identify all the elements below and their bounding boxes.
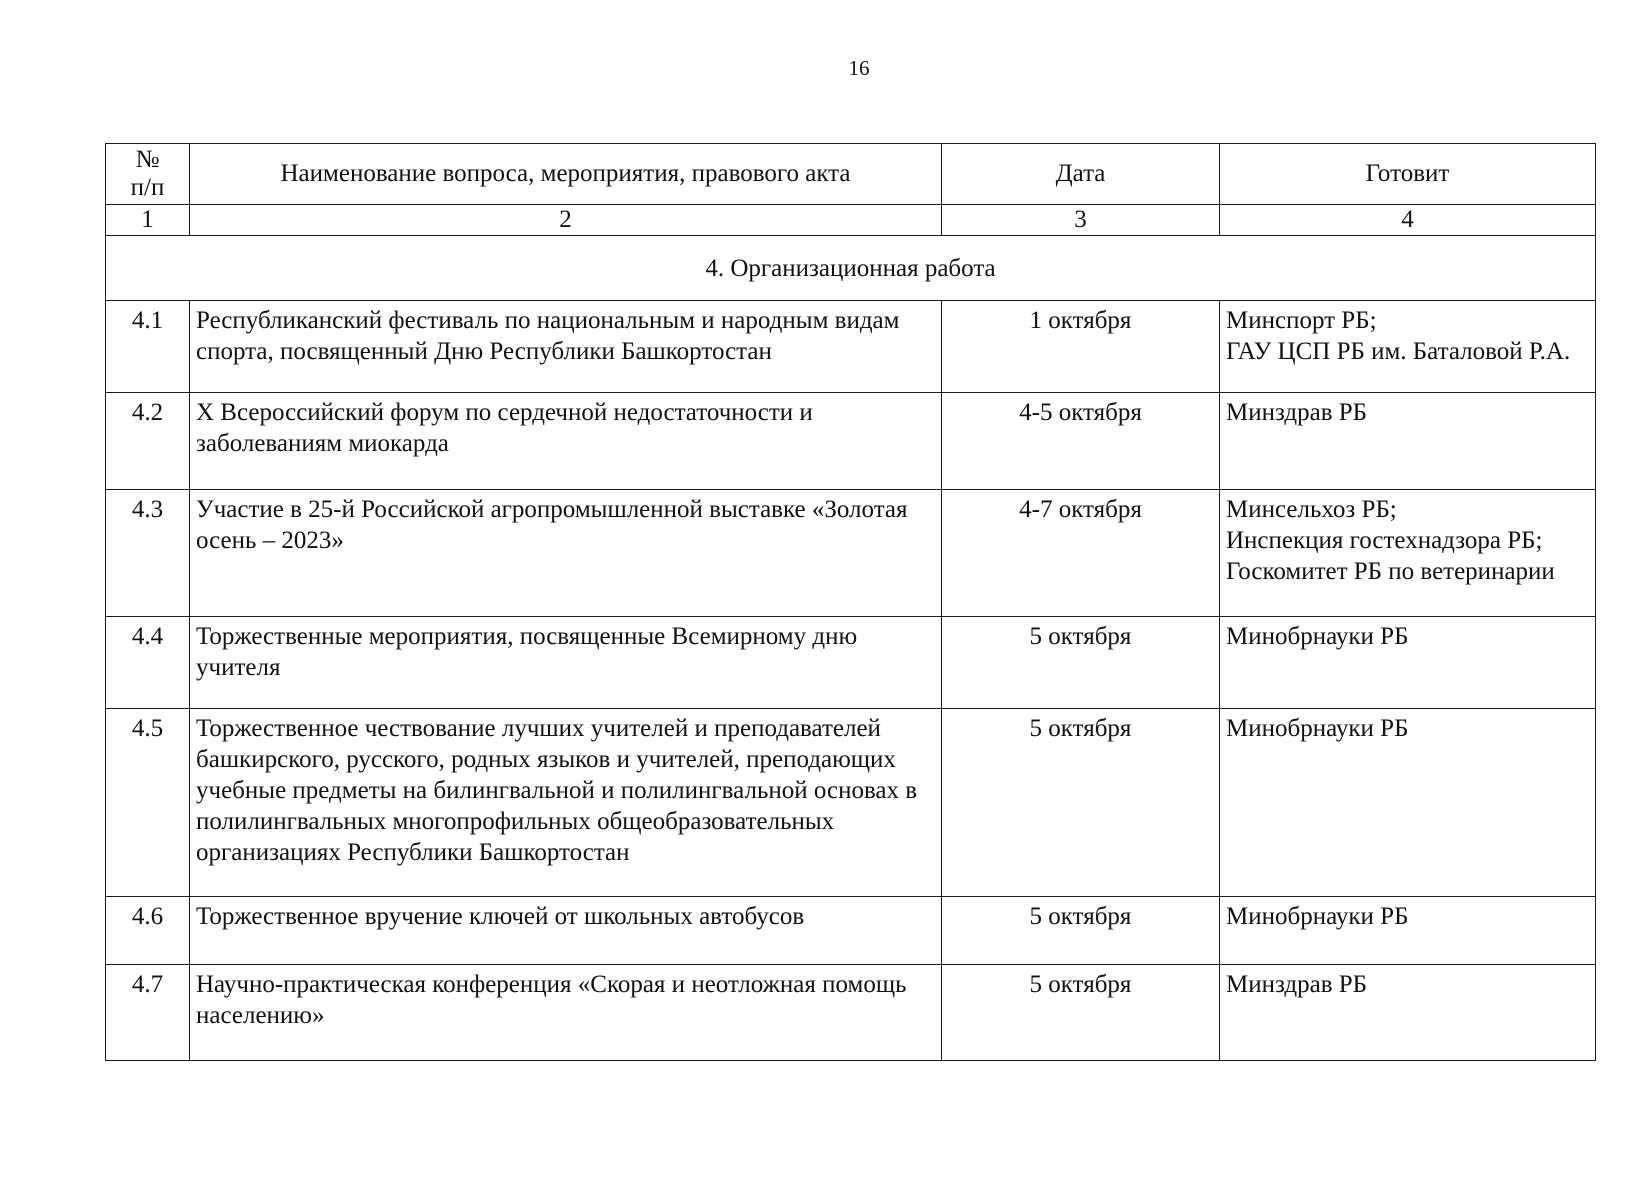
row-responsible: [1220, 897, 1596, 965]
header-name: Наименование вопроса, мероприятия, правового акта: [190, 144, 942, 205]
column-number: 3: [942, 205, 1220, 236]
row-name: Участие в 25-й Российской агропромышленной выставке «Золотая осень – 2023»: [190, 490, 942, 617]
header-num-line-2: п/п: [130, 174, 165, 201]
column-number: 2: [190, 205, 942, 236]
table-row: [106, 617, 1596, 709]
row-name: Торжественное вручение ключей от школьных автобусов: [190, 897, 942, 965]
row-name: X Всероссийский форум по сердечной недостаточности и заболеваниям миокарда: [190, 393, 942, 490]
row-name: Торжественное чествование лучших учителей и преподавателей башкирского, русского, родных языков и учителей, преподающих учебные предметы на билингвальной и полилингвальной основах в полилингвальных многопрофильных общеобразовательных организациях Республики Башкортостан: [190, 709, 942, 897]
row-num: 4.6: [106, 897, 190, 965]
header-date: Дата: [942, 144, 1220, 205]
row-responsible: [1220, 709, 1596, 897]
responsible-line: Минобрнауки РБ: [1226, 903, 1409, 930]
table-row: [106, 301, 1596, 393]
row-responsible: [1220, 617, 1596, 709]
table-row: [106, 490, 1596, 617]
responsible-line: Минобрнауки РБ: [1226, 623, 1409, 650]
responsible-line: ГАУ ЦСП РБ им. Баталовой Р.А.: [1226, 338, 1571, 365]
row-num: 4.3: [106, 490, 190, 617]
row-date: 5 октября: [942, 617, 1220, 709]
responsible-line: Минздрав РБ: [1226, 399, 1368, 426]
events-table: [105, 143, 1596, 1061]
row-num: 4.4: [106, 617, 190, 709]
column-number: 4: [1220, 205, 1596, 236]
table-header-row: [106, 144, 1596, 205]
row-name: Республиканский фестиваль по национальным и народным видам спорта, посвященный Дню Республики Башкортостан: [190, 301, 942, 393]
row-date: 1 октября: [942, 301, 1220, 393]
responsible-line: Минсельхоз РБ;: [1226, 496, 1397, 523]
row-responsible: [1220, 393, 1596, 490]
column-numbers-row: [106, 205, 1596, 236]
row-responsible: [1220, 301, 1596, 393]
row-responsible: [1220, 965, 1596, 1061]
row-name: Торжественные мероприятия, посвященные Всемирному дню учителя: [190, 617, 942, 709]
column-number: 1: [106, 205, 190, 236]
table-row: [106, 393, 1596, 490]
row-name: Научно-практическая конференция «Скорая и неотложная помощь населению»: [190, 965, 942, 1061]
section-row: [106, 236, 1596, 301]
header-num-line-1: №: [135, 146, 160, 173]
table-row: [106, 897, 1596, 965]
responsible-line: Минздрав РБ: [1226, 971, 1368, 998]
row-date: 4-7 октября: [942, 490, 1220, 617]
row-date: 5 октября: [942, 709, 1220, 897]
table-row: [106, 709, 1596, 897]
header-num: [106, 144, 190, 205]
row-date: 4-5 октября: [942, 393, 1220, 490]
responsible-line: Инспекция гостехнадзора РБ;: [1226, 527, 1543, 554]
row-date: 5 октября: [942, 965, 1220, 1061]
section-title: 4. Организационная работа: [106, 236, 1596, 301]
table-row: [106, 965, 1596, 1061]
row-responsible: [1220, 490, 1596, 617]
row-num: 4.2: [106, 393, 190, 490]
responsible-line: Госкомитет РБ по ветеринарии: [1226, 558, 1555, 585]
header-responsible: Готовит: [1220, 144, 1596, 205]
page-number: 16: [848, 56, 870, 80]
row-date: 5 октября: [942, 897, 1220, 965]
row-num: 4.7: [106, 965, 190, 1061]
responsible-line: Минспорт РБ;: [1226, 307, 1377, 334]
row-num: 4.5: [106, 709, 190, 897]
responsible-line: Минобрнауки РБ: [1226, 715, 1409, 742]
row-num: 4.1: [106, 301, 190, 393]
